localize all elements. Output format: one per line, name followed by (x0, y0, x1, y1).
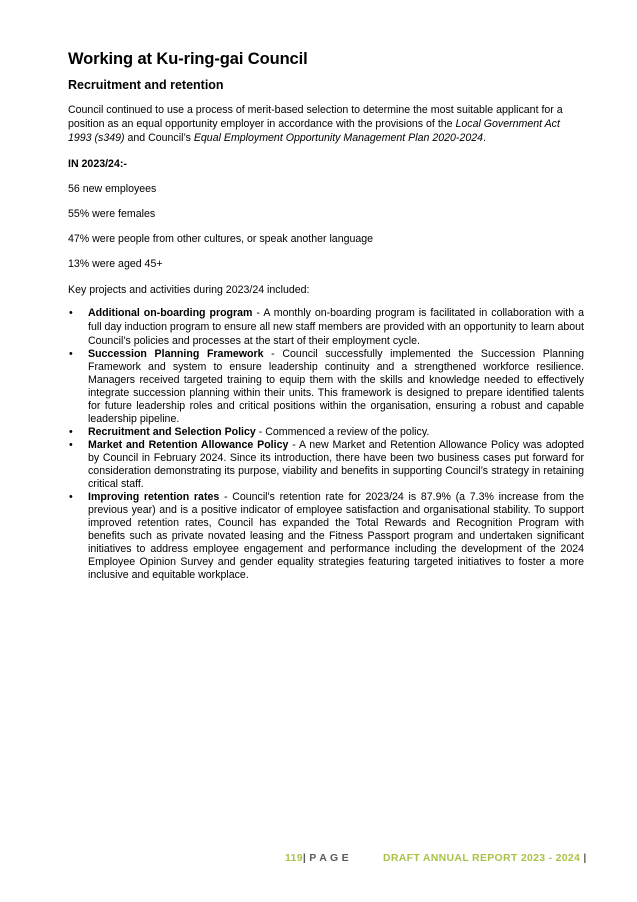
stat-aged-45: 13% were aged 45+ (68, 258, 163, 270)
footer-report-title (383, 852, 587, 864)
bullet-icon: • (69, 348, 73, 360)
footer-page-word: P A G E (306, 852, 349, 864)
bullet-icon: • (69, 491, 73, 503)
list-item-text: - Council's retention rate for 2023/24 is 87.9% (a 7.3% increase from the previous year) and is a positive indicator of employee satisfaction and organisational stability. To support improved retention rates, Council has expanded the Total Rewards and Recognition Program with benefits such as private novated leasing and the Fitness Passport program and undertaken significant initiatives to address employee engagement and performance including the development of the 2024 Employee Opinion Survey and gender equality strategies featuring targeted initiatives to foster a more inclusive and equitable workplace. (88, 491, 584, 581)
list-item-title: Succession Planning Framework (88, 348, 264, 360)
list-item-text: - A new Market and Retention Allowance Policy was adopted by Council in February 2024. Since its introduction, there have been two business cases put forward for consideration demonstrating its purpose, viability and benefits in supporting Council’s strategy in retaining critical staff. (88, 439, 584, 490)
list-item-text: - Commenced a review of the policy. (255, 426, 430, 438)
bullet-icon: • (69, 426, 73, 438)
stat-new-employees: 56 new employees (68, 183, 157, 195)
year-label: IN 2023/24:- (68, 158, 127, 170)
intro-italic-act: Local Government Act 1993 (s349) (68, 118, 560, 144)
section-heading: Recruitment and retention (68, 78, 224, 92)
intro-text-2: and Council’s (124, 132, 194, 144)
intro-italic-plan: Equal Employment Opportunity Management Plan 2020-2024 (193, 132, 483, 144)
list-item-text: - A monthly on-boarding program is facilitated in collaboration with a full day induction program to ensure all new staff members are provided with an opportunity to learn about Council’s policies and processes at the start of their employment cycle. (88, 307, 584, 347)
list-item-text: - Council successfully implemented the Succession Planning Framework and system to ensure leadership continuity and a strengthened workforce resilience. Managers received targeted training to equip them with the skills and knowledge needed to effectively integrate succession planning within their units. This framework is designed to prepare identified talents for future leadership roles and critical positions within the organisation, ensuring a robust and capable leadership pipeline. (88, 348, 584, 425)
list-item (68, 426, 584, 439)
list-item-title: Market and Retention Allowance Policy (88, 439, 289, 451)
intro-paragraph (68, 103, 584, 145)
footer-page-number (285, 852, 349, 864)
bullet-icon: • (69, 439, 73, 451)
key-projects-intro: Key projects and activities during 2023/24 included: (68, 284, 310, 296)
footer-report-separator: | (583, 852, 587, 864)
stat-females: 55% were females (68, 208, 156, 220)
list-item (68, 348, 584, 426)
intro-text-1: Council continued to use a process of merit-based selection to determine the most suitable applicant for a position as an equal opportunity employer in accordance with the provisions of the (68, 104, 563, 130)
list-item-title: Recruitment and Selection Policy (88, 426, 256, 438)
bullet-icon: • (69, 307, 73, 319)
list-item-title: Additional on-boarding program (88, 307, 253, 319)
intro-text-3: . (483, 132, 486, 144)
list-item (68, 306, 584, 348)
key-projects-list (68, 306, 584, 582)
list-item-title: Improving retention rates (88, 491, 220, 503)
report-title: DRAFT ANNUAL REPORT 2023 - 2024 (383, 852, 584, 864)
list-item (68, 439, 584, 491)
page-number: 119 (285, 852, 303, 864)
page-title: Working at Ku-ring-gai Council (68, 50, 308, 68)
list-item (68, 491, 584, 582)
stat-other-cultures: 47% were people from other cultures, or speak another language (68, 233, 374, 245)
footer-separator: | (302, 852, 307, 864)
